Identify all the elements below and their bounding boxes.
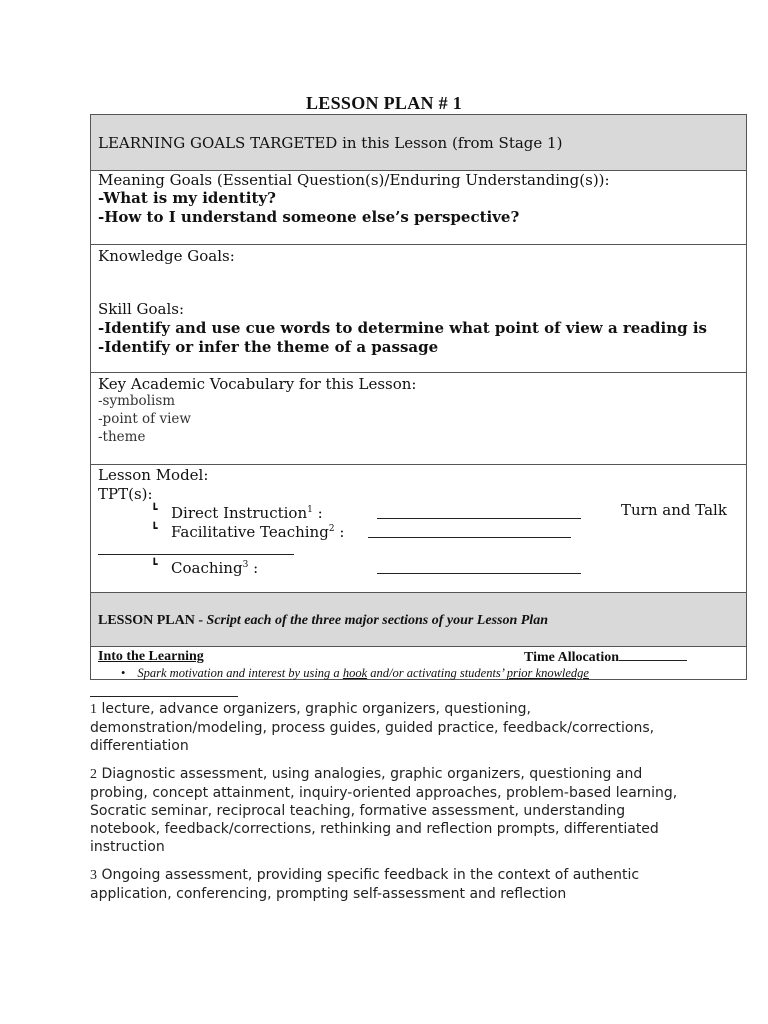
bullet-dot-icon: • (121, 666, 126, 680)
footnote-separator (90, 696, 238, 697)
into-learning-row (91, 647, 746, 681)
lesson-model-label: Lesson Model: (98, 466, 209, 484)
arrow-bullet-icon: ┗ (151, 558, 158, 571)
vocabulary-item: -theme (98, 429, 146, 445)
meaning-question-2: -How to I understand someone else’s perspective? (98, 208, 520, 226)
meaning-goals-label: Meaning Goals (Essential Question(s)/Enduring Understanding(s)): (98, 171, 610, 189)
knowledge-skill-row (91, 245, 746, 373)
turn-and-talk: Turn and Talk (621, 501, 727, 519)
footnote-1: 1 lecture, advance organizers, graphic organizers, questioning, demonstration/modeling, process guides, guided practice, feedback/corrections, differentiation (90, 701, 655, 754)
page-title: LESSON PLAN # 1 (305, 93, 463, 113)
direct-instruction-blank[interactable] (377, 518, 581, 519)
facilitative-teaching-blank[interactable] (368, 537, 571, 538)
vocabulary-item: -symbolism (98, 393, 176, 409)
lesson-model-row (91, 465, 746, 593)
vocabulary-item: -point of view (98, 411, 191, 427)
time-allocation-label: Time Allocation (524, 648, 687, 667)
goals-header: LEARNING GOALS TARGETED in this Lesson (from Stage 1) (98, 134, 563, 152)
arrow-bullet-icon: ┗ (151, 522, 158, 535)
facilitative-teaching-label: Facilitative Teaching$^2$ : (171, 523, 345, 541)
meaning-question-1: -What is my identity? (98, 189, 276, 207)
direct-instruction-label: Direct Instruction$^1$ : (171, 504, 323, 522)
lesson-plan-table (90, 114, 747, 680)
arrow-bullet-icon: ┗ (151, 503, 158, 516)
extra-blank-line[interactable] (98, 554, 294, 555)
lesson-plan-header: LESSON PLAN - Script each of the three major sections of your Lesson Plan (98, 613, 548, 628)
into-learning-bullet: • Spark motivation and interest by using a hook and/or activating students’ prior knowledge (121, 666, 589, 680)
skill-goals-label: Skill Goals: (98, 300, 185, 318)
meaning-goals-row (91, 171, 746, 245)
skill-goal-2: -Identify or infer the theme of a passage (98, 338, 439, 356)
vocabulary-label: Key Academic Vocabulary for this Lesson: (98, 375, 417, 393)
coaching-blank[interactable] (377, 573, 581, 574)
knowledge-goals-label: Knowledge Goals: (98, 247, 235, 265)
into-learning-label: Into the Learning (98, 649, 204, 664)
skill-goal-1: -Identify and use cue words to determine what point of view a reading is (98, 319, 707, 337)
lesson-plan-header-row (91, 593, 746, 647)
tpt-label: TPT(s): (98, 485, 153, 503)
vocabulary-row (91, 373, 746, 465)
footnote-2: 2 Diagnostic assessment, using analogies, graphic organizers, questioning and probing, concept attainment, inquiry-oriented approaches, problem-based learning, Socratic seminar, reciprocal teaching, formative assessment, understanding notebook, feedback/corrections, rethinking and reflection prompts, differentiated instruction (90, 766, 678, 855)
footnote-3: 3 Ongoing assessment, providing specific feedback in the context of authentic application, conferencing, prompting self-assessment and reflection (90, 867, 640, 902)
goals-header-row (91, 115, 746, 171)
coaching-label: Coaching$^3$ : (171, 559, 259, 577)
